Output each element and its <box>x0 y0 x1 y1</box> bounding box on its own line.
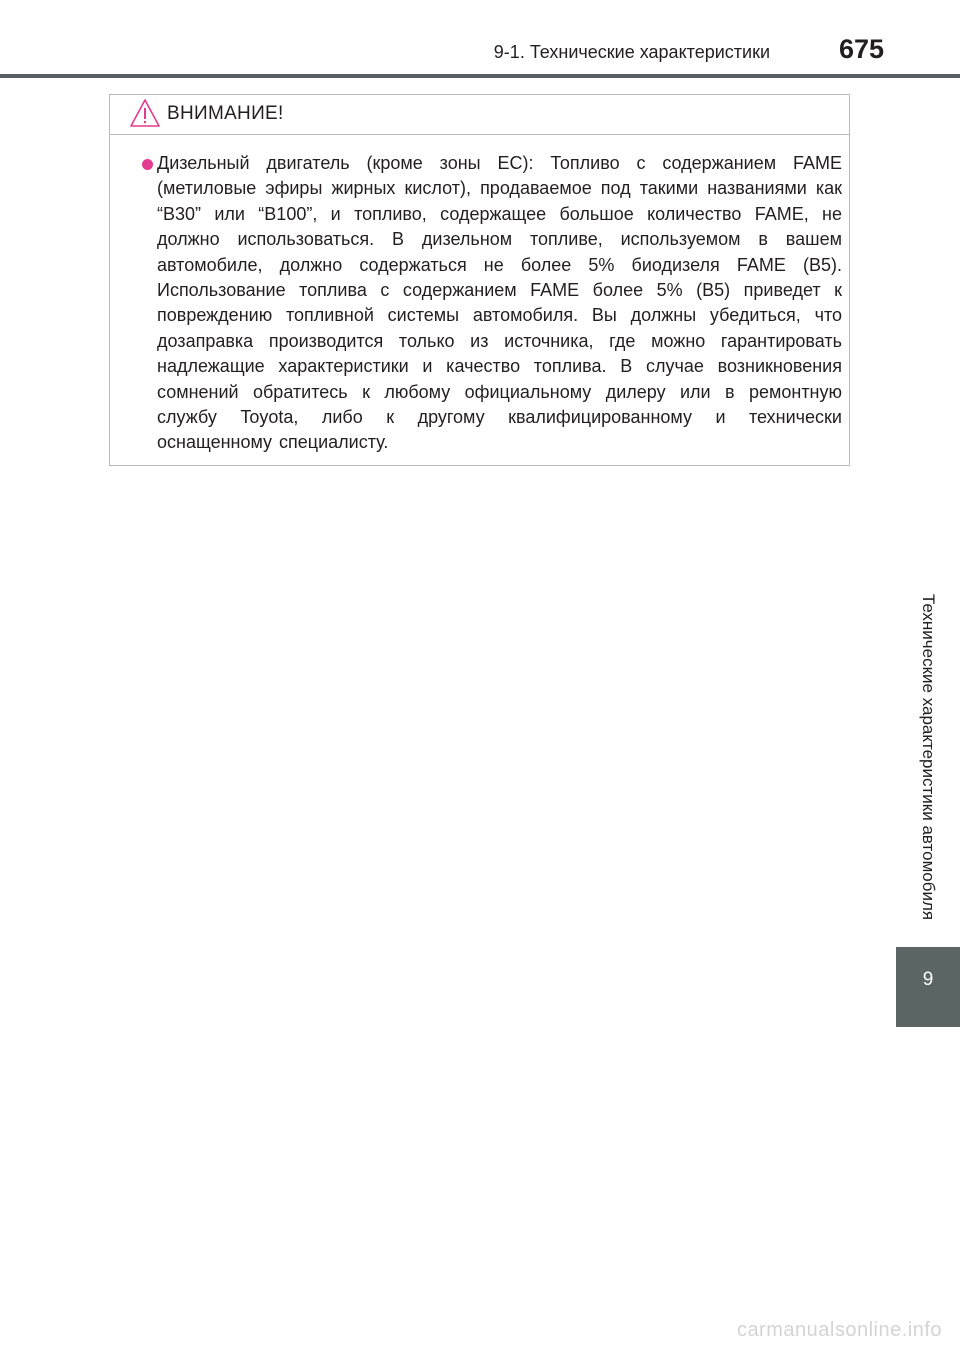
header-divider <box>0 74 960 78</box>
caution-title: ВНИМАНИЕ! <box>167 103 284 124</box>
section-title: 9-1. Технические характеристики <box>493 42 770 62</box>
caution-box <box>109 94 850 466</box>
chapter-side-label-text: Технические характеристики автомобиля <box>919 593 938 921</box>
page-header <box>0 0 960 78</box>
chapter-number: 9 <box>922 969 934 990</box>
warning-triangle-icon <box>129 98 161 128</box>
page-number: 675 <box>838 34 884 64</box>
caution-item <box>134 151 842 456</box>
caution-header <box>110 95 849 135</box>
chapter-tab <box>896 947 960 1027</box>
bullet-icon <box>142 159 153 170</box>
watermark: carmanualsonline.info <box>736 1319 942 1341</box>
caution-text: Дизельный двигатель (кроме зоны EC): Топливо с содержанием FAME (метиловые эфиры жирных кислот), продаваемое под такими названиями как “B30” или “B100”, и топливо, содержащее большое количество FAME, не должно использоваться. В дизельном топливе, используемом в вашем автомобиле, должно содержаться не более 5% биодизеля FAME (B5). Использование топлива с содержанием FAME более 5% (B5) приведет к повреждению топливной системы автомобиля. Вы должны убедиться, что дозаправка производится только из источника, где можно гарантировать надлежащие характеристики и качество топлива. В случае возникновения сомнений обратитесь к любому официальному дилеру или в ремонтную службу Toyota, либо к другому квалифицированному и технически оснащенному специалисту. <box>157 153 842 453</box>
